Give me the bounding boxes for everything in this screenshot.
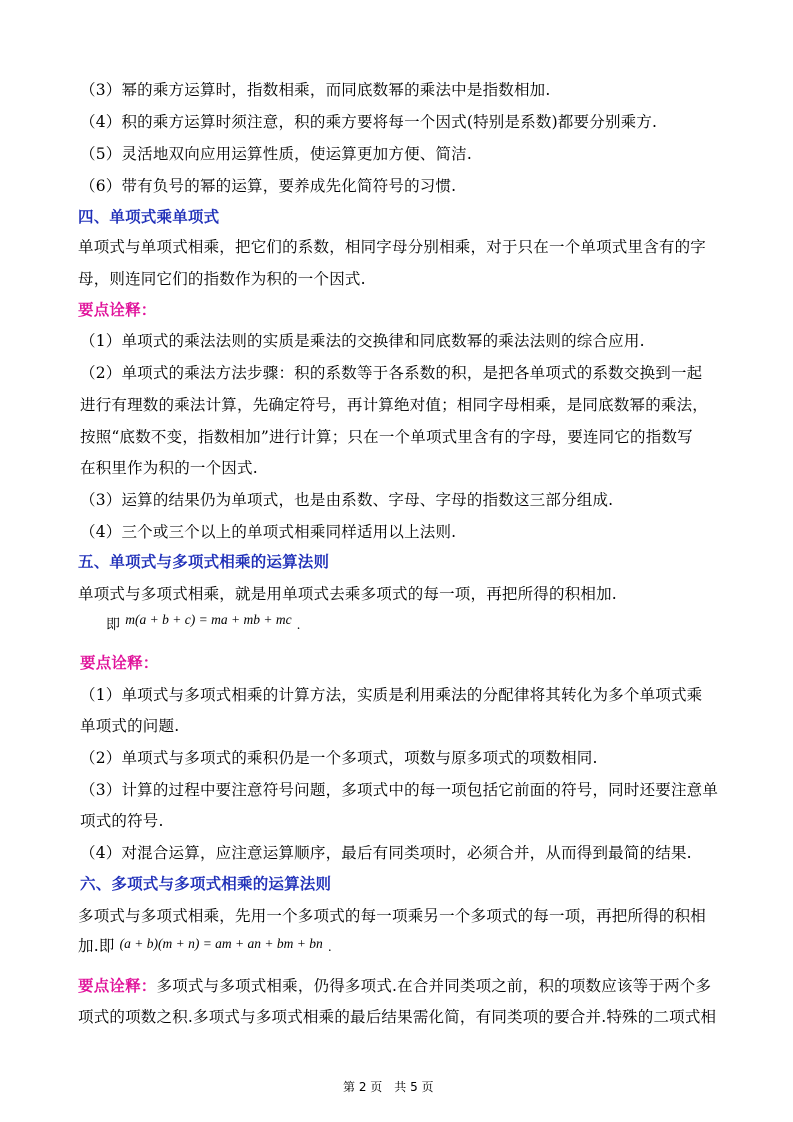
keypoint-label: 要点诠释： xyxy=(78,977,157,995)
section4-item-1: （1）单项式的乘法法则的实质是乘法的交换律和同底数幂的乘法法则的综合应用. xyxy=(80,332,645,350)
section-heading-polynomial-times-polynomial: 六、多项式与多项式相乘的运算法则 xyxy=(80,875,332,893)
section5-item-3-cont: 项式的符号. xyxy=(80,812,164,830)
formula-prefix: 加.即 xyxy=(78,937,115,955)
formula-prefix: 即 xyxy=(106,617,121,633)
section5-item-1-cont: 单项式的问题. xyxy=(80,717,180,735)
formula-suffix: . xyxy=(296,618,301,632)
formula-suffix: . xyxy=(327,940,332,954)
section5-item-1: （1）单项式与多项式相乘的计算方法，实质是利用乘法的分配律将其转化为多个单项式乘 xyxy=(80,686,703,704)
section5-formula-line xyxy=(106,614,301,636)
section-heading-monomial-times-polynomial: 五、单项式与多项式相乘的运算法则 xyxy=(78,553,330,571)
section5-item-2: （2）单项式与多项式的乘积仍是一个多项式，项数与原多项式的项数相同. xyxy=(80,749,598,767)
section4-item-2-cont3: 在积里作为积的一个因式. xyxy=(80,459,258,477)
section4-item-2-cont1: 进行有理数的乘法计算，先确定符号，再计算绝对值；相同字母相乘，是同底数幂的乘法， xyxy=(80,396,709,414)
section5-item-3: （3）计算的过程中要注意符号问题，多项式中的每一项包括它前面的符号，同时还要注意单 xyxy=(80,781,719,799)
keypoint-label: 要点诠释： xyxy=(80,654,159,672)
section4-body-line1: 单项式与单项式相乘，把它们的系数，相同字母分别相乘，对于只在一个单项式里含有的字 xyxy=(78,238,707,256)
polynomial-product-formula: (a + b)(m + n) = am + an + bm + bn xyxy=(119,936,323,951)
page-number-footer: 第 2 页 共 5 页 xyxy=(343,1080,434,1094)
rule-item-6: （6）带有负号的幂的运算，要养成先化简符号的习惯. xyxy=(80,177,457,195)
rule-item-5: （5）灵活地双向应用运算性质，使运算更加方便、简洁. xyxy=(80,145,472,163)
section6-keypoint-line2: 项式的项数之积.多项式与多项式相乘的最后结果需化简，有同类项的要合并.特殊的二项式相 xyxy=(78,1008,717,1026)
rule-item-3: （3）幂的乘方运算时，指数相乘，而同底数幂的乘法中是指数相加. xyxy=(80,81,551,99)
section6-body-line1: 多项式与多项式相乘，先用一个多项式的每一项乘另一个多项式的每一项，再把所得的积相 xyxy=(78,907,707,925)
keypoint-label: 要点诠释： xyxy=(78,301,157,319)
section4-body-line2: 母，则连同它们的指数作为积的一个因式. xyxy=(78,270,366,288)
section5-item-4: （4）对混合运算，应注意运算顺序，最后有同类项时，必须合并，从而得到最简的结果. xyxy=(80,844,692,862)
section4-item-2-cont2: 按照“底数不变，指数相加”进行计算；只在一个单项式里含有的字母，要连同它的指数写 xyxy=(80,428,693,446)
rule-item-4: （4）积的乘方运算时须注意，积的乘方要将每一个因式(特别是系数)都要分别乘方. xyxy=(80,113,658,131)
section4-item-2: （2）单项式的乘法方法步骤：积的系数等于各系数的积，是把各单项式的系数交换到一起 xyxy=(80,364,703,382)
distributive-formula: m(a + b + c) = ma + mb + mc xyxy=(125,612,292,627)
section6-keypoint-line1 xyxy=(78,975,711,997)
section5-body: 单项式与多项式相乘，就是用单项式去乘多项式的每一项，再把所得的积相加. xyxy=(78,585,617,603)
keypoint-text: 多项式与多项式相乘，仍得多项式.在合并同类项之前，积的项数应该等于两个多 xyxy=(156,977,712,995)
section4-item-3: （3）运算的结果仍为单项式，也是由系数、字母、字母的指数这三部分组成. xyxy=(80,491,614,509)
section6-formula-line xyxy=(78,935,332,957)
section4-item-4: （4）三个或三个以上的单项式相乘同样适用以上法则. xyxy=(80,523,457,541)
section-heading-monomial-times-monomial: 四、单项式乘单项式 xyxy=(78,208,220,226)
